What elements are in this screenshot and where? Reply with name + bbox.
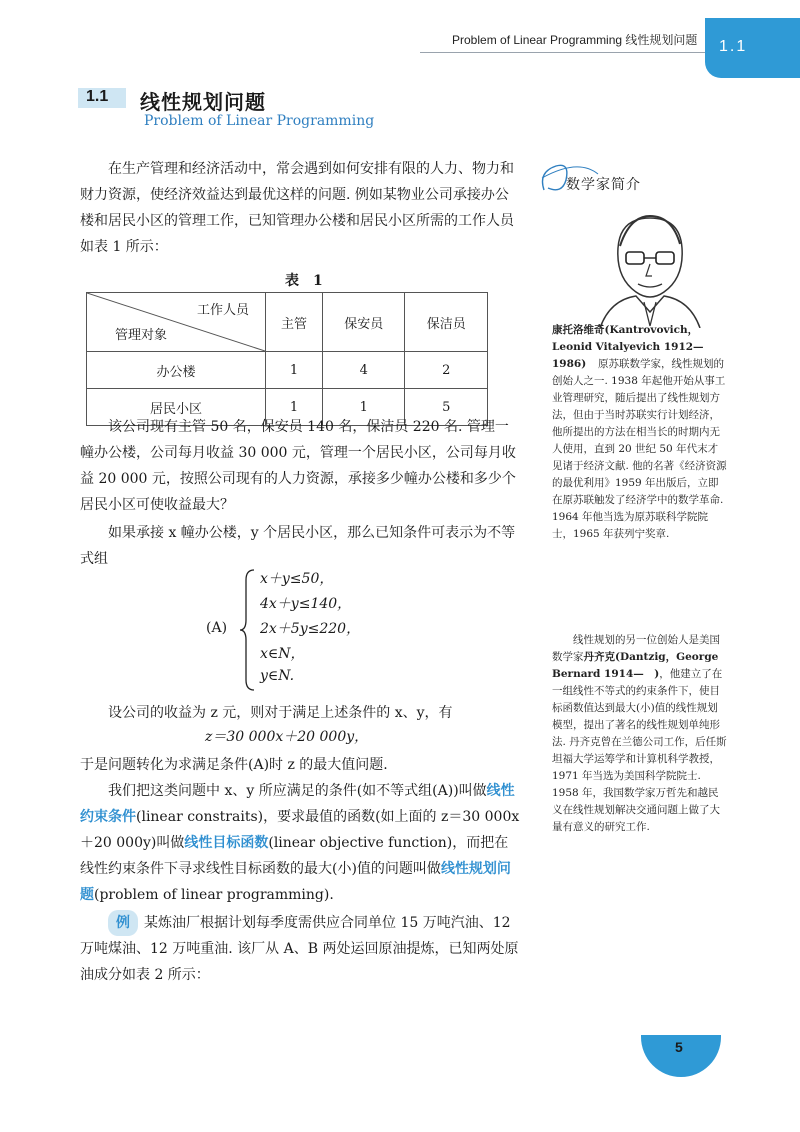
header-rule	[420, 52, 720, 53]
inequality-line: y∈N.	[260, 668, 295, 684]
section-tab-label: 1.1	[719, 38, 748, 55]
table-cell: 1	[266, 352, 323, 389]
inequality-intro: 如果承接 x 幢办公楼，y 个居民小区，那么已知条件可表示为不等式组	[80, 525, 516, 567]
table-header-cell: 保洁员	[405, 293, 488, 352]
inequality-line: x∈N，	[260, 646, 305, 662]
inequality-system	[206, 568, 460, 693]
table-header-cell: 主管	[266, 293, 323, 352]
page-number-tab	[641, 1035, 721, 1077]
table-cell: 1	[266, 389, 323, 426]
staff-table	[86, 292, 488, 426]
table-header-row	[87, 293, 488, 352]
example-text: 某炼油厂根据计划每季度需供应合同单位 15 万吨汽油、12 万吨煤油、12 万吨重油. 该厂从 A、B 两处运回原油提炼，已知两处原油成分如表 2 所示：	[80, 915, 519, 983]
table-cell: 1	[322, 389, 405, 426]
page-header	[0, 0, 800, 78]
mathematician-portrait	[580, 208, 720, 328]
inequality-line: x＋y≤50，	[260, 571, 334, 587]
table-caption: 表 1	[285, 273, 323, 289]
page-number: 5	[675, 1039, 683, 1055]
section-tab	[705, 18, 800, 78]
objective-equation: z＝30 000x＋20 000y，	[205, 729, 369, 745]
table-row-label: 居民小区	[87, 389, 266, 426]
sidebar-title: 数学家简介	[566, 177, 641, 193]
table-row	[87, 352, 488, 389]
inequality-line: 2x＋5y≤220，	[260, 621, 361, 637]
bio2-name: 丹齐克(Dantzig，George Bernard 1914— )	[552, 651, 719, 680]
keyword-objective-function: 线性目标函数	[184, 835, 269, 851]
definition-text: (problem of linear programming).	[94, 887, 334, 903]
conversion-paragraph: 于是问题转化为求满足条件(A)时 z 的最大值问题.	[80, 757, 388, 773]
section-title: 线性规划问题	[140, 90, 266, 114]
example-paragraph	[80, 910, 520, 988]
example-badge: 例	[108, 910, 138, 936]
system-label: (A)	[206, 620, 228, 636]
table-header-cell: 保安员	[322, 293, 405, 352]
bio1-name: 康托洛维奇(Kantrovovich，Leonid Vitalyevich 1912—1986)	[552, 324, 704, 370]
definition-text: (linear objective function)，而把在线性约束条件下寻求线性目标函数的最大(小)值的问题叫做	[80, 835, 509, 877]
keyword-linear-programming: 线性规划问题	[80, 861, 511, 903]
bio1-text: 原苏联数学家，线性规划的创始人之一. 1938 年起他开始从事工业管理研究，随后提出了线性规划方法，但由于当时苏联实行计划经济，他所提出的方法在相当长的时期内无人使用，直到 20 世纪 50 年代末才见诸于经济文献. 他的名著《经济资源的最优利用》1959 年出版后，立即在原苏联触发了经济学中的数学革命. 1964 年他当选为原苏联科学院院士，1965 年获列宁奖章.	[552, 358, 727, 540]
bio2-text	[552, 632, 727, 836]
intro-paragraph: 在生产管理和经济活动中，常会遇到如何安排有限的人力、物力和财力资源，使经济效益达到最优这样的问题. 例如某物业公司承接办公楼和居民小区的管理工作，已知管理办公楼和居民小区所需的工作人员如表 1 所示：	[80, 161, 514, 255]
inequality-line: 4x＋y≤140，	[260, 596, 352, 612]
section-subtitle: Problem of Linear Programming	[144, 113, 375, 129]
keyword-linear-constraints: 线性约束条件	[80, 783, 515, 825]
table-cell: 4	[322, 352, 405, 389]
table-row-label: 办公楼	[87, 352, 266, 389]
profit-paragraph: 设公司的收益为 z 元，则对于满足上述条件的 x、y，有	[108, 705, 453, 721]
table-cell: 5	[405, 389, 488, 426]
bio2-intro: 线性规划的另一位创始人是美国数学家	[552, 634, 720, 663]
section-number: 1.1	[86, 88, 109, 105]
definition-text: 我们把这类问题中 x、y 所应满足的条件(如不等式组(A))叫做	[108, 783, 487, 799]
corner-top-label: 工作人员	[196, 303, 249, 318]
bio2-body: ，他建立了在一组线性不等式的约束条件下，使目标函数值达到最大(小)值的线性规划模型，提出了著名的线性规划单纯形法. 丹齐克曾在兰德公司工作，后任斯坦福大学运筹学和计算机科学教授，1971 年当选为美国科学院院士. 1958 年，我国数学家万哲先和越民义在线性规划解决交通问题上做了大量有意义的研究工作.	[552, 668, 727, 833]
definition-paragraph	[80, 778, 520, 908]
brace-icon	[240, 568, 258, 693]
problem-paragraph: 该公司现有主管 50 名，保安员 140 名，保洁员 220 名. 管理一幢办公楼，公司每月收益 30 000 元，管理一个居民小区，公司每月收益 20 000 元，按照公司现有的人力资源，承接多少幢办公楼和多少个居民小区可使收益最大？	[80, 419, 516, 513]
corner-bottom-label: 管理对象	[115, 328, 168, 343]
table-cell: 2	[405, 352, 488, 389]
table-corner-cell	[87, 293, 266, 352]
definition-text: (linear constraits)，要求最值的函数(如上面的 z＝30 000x＋20 000y)叫做	[80, 809, 520, 851]
header-title: Problem of Linear Programming 线性规划问题	[452, 33, 698, 47]
